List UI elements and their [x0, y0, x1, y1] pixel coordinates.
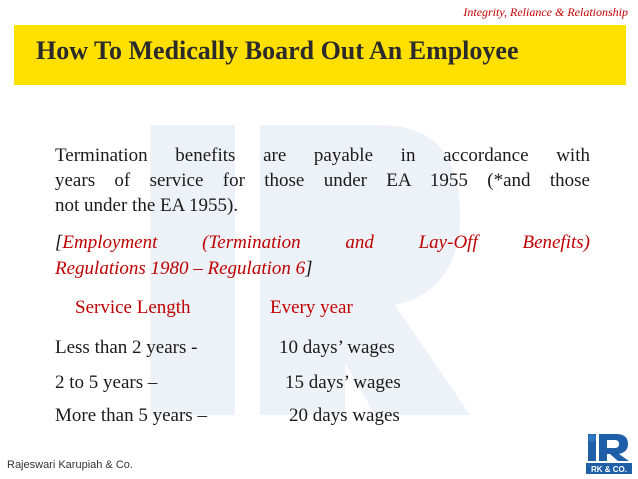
row-benefit: 10 days’ wages	[279, 337, 395, 358]
regulation-reference	[55, 230, 590, 282]
header-service-length: Service Length	[75, 297, 191, 318]
body-line: years of service for those under EA 1955 (*and those	[55, 170, 590, 191]
regulation-text-1: Employment (Termination and Lay-Off Benefits)	[62, 232, 590, 253]
logo-text: RK & CO.	[591, 465, 627, 474]
row-service: More than 5 years –	[55, 405, 207, 426]
slide-title: How To Medically Board Out An Employee	[36, 36, 519, 65]
regulation-line-1	[55, 230, 590, 256]
row-benefit: 20 days wages	[289, 405, 400, 426]
header-every-year: Every year	[270, 297, 353, 318]
footer-company: Rajeswari Karupiah & Co.	[7, 459, 133, 471]
tagline: Integrity, Reliance & Relationship	[463, 5, 628, 19]
row-service: 2 to 5 years –	[55, 372, 158, 393]
row-service: Less than 2 years -	[55, 337, 198, 358]
row-benefit: 15 days’ wages	[285, 372, 401, 393]
open-bracket: [	[55, 232, 63, 253]
regulation-line-2	[55, 256, 590, 282]
body-line: not under the EA 1955).	[55, 195, 239, 216]
regulation-text-2: Regulations 1980 – Regulation 6	[55, 258, 306, 279]
rk-logo	[586, 432, 632, 474]
close-bracket: ]	[305, 258, 313, 279]
body-line: Termination benefits are payable in accordance with	[55, 145, 590, 166]
body-paragraph	[55, 143, 590, 218]
